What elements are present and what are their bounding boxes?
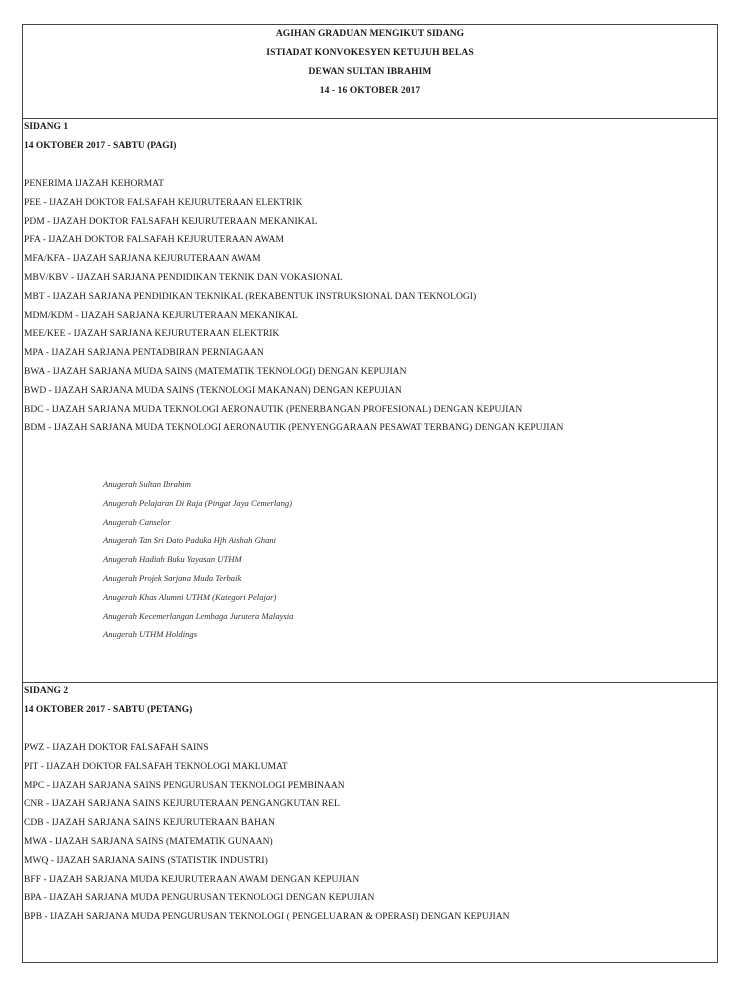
- sidang-2-title: SIDANG 2: [24, 686, 69, 696]
- award-item: Anugerah Projek Sarjana Muda Terbaik: [103, 572, 242, 583]
- program-item: PIT - IJAZAH DOKTOR FALSAFAH TEKNOLOGI MAKLUMAT: [24, 761, 288, 772]
- program-item: PDM - IJAZAH DOKTOR FALSAFAH KEJURUTERAAN MEKANIKAL: [24, 216, 318, 227]
- program-item: BWD - IJAZAH SARJANA MUDA SAINS (TEKNOLOGI MAKANAN) DENGAN KEPUJIAN: [24, 385, 402, 396]
- program-item: MBV/KBV - IJAZAH SARJANA PENDIDIKAN TEKNIK DAN VOKASIONAL: [24, 272, 343, 283]
- header-venue: DEWAN SULTAN IBRAHIM: [308, 67, 432, 77]
- sidang-2-date: 14 OKTOBER 2017 - SABTU (PETANG): [24, 705, 193, 715]
- program-item: MBT - IJAZAH SARJANA PENDIDIKAN TEKNIKAL (REKABENTUK INSTRUKSIONAL DAN TEKNOLOGI): [24, 291, 477, 302]
- document-frame: [22, 24, 718, 963]
- program-item: BDC - IJAZAH SARJANA MUDA TEKNOLOGI AERONAUTIK (PENERBANGAN PROFESIONAL) DENGAN KEPUJIAN: [24, 404, 523, 415]
- award-item: Anugerah Canselor: [103, 516, 171, 527]
- header-title: AGIHAN GRADUAN MENGIKUT SIDANG: [275, 29, 465, 39]
- award-item: Anugerah Khas Alumni UTHM (Kategori Pelajar): [103, 591, 277, 602]
- program-item: MPC - IJAZAH SARJANA SAINS PENGURUSAN TEKNOLOGI PEMBINAAN: [24, 780, 345, 791]
- program-item: BWA - IJAZAH SARJANA MUDA SAINS (MATEMATIK TEKNOLOGI) DENGAN KEPUJIAN: [24, 366, 407, 377]
- award-item: Anugerah Hadiah Buku Yayasan UTHM: [103, 554, 242, 565]
- program-item: PEE - IJAZAH DOKTOR FALSAFAH KEJURUTERAAN ELEKTRIK: [24, 197, 303, 208]
- award-item: Anugerah Tan Sri Dato Paduka Hjh Aishah Ghani: [103, 535, 277, 546]
- award-item: Anugerah Pelajaran Di Raja (Pingat Jaya Cemerlang): [103, 497, 293, 508]
- program-item: MWQ - IJAZAH SARJANA SAINS (STATISTIK INDUSTRI): [24, 855, 268, 866]
- program-item: PENERIMA IJAZAH KEHORMAT: [24, 179, 165, 189]
- program-item: BDM - IJAZAH SARJANA MUDA TEKNOLOGI AERONAUTIK (PENYENGGARAAN PESAWAT TERBANG) DENGAN KEPUJIAN: [24, 423, 564, 434]
- sidang-2-program-list: [24, 739, 510, 927]
- program-item: BPB - IJAZAH SARJANA MUDA PENGURUSAN TEKNOLOGI ( PENGELUARAN & OPERASI) DENGAN KEPUJIAN: [24, 912, 510, 923]
- sidang-1-date: 14 OKTOBER 2017 - SABTU (PAGI): [24, 141, 177, 151]
- program-item: MDM/KDM - IJAZAH SARJANA KEJURUTERAAN MEKANIKAL: [24, 310, 298, 321]
- sidang-1-title: SIDANG 1: [24, 122, 69, 132]
- program-item: PWZ - IJAZAH DOKTOR FALSAFAH SAINS: [24, 743, 209, 753]
- program-item: BFF - IJAZAH SARJANA MUDA KEJURUTERAAN AWAM DENGAN KEPUJIAN: [24, 874, 360, 885]
- program-item: BPA - IJAZAH SARJANA MUDA PENGURUSAN TEKNOLOGI DENGAN KEPUJIAN: [24, 893, 375, 904]
- sidang-2-section: [23, 683, 717, 962]
- document-header: [23, 25, 717, 119]
- program-item: CDB - IJAZAH SARJANA SAINS KEJURUTERAAN BAHAN: [24, 818, 275, 829]
- program-item: CNR - IJAZAH SARJANA SAINS KEJURUTERAAN PENGANGKUTAN REL: [24, 799, 340, 810]
- award-item: Anugerah Sultan Ibrahim: [103, 479, 191, 489]
- award-item: Anugerah Kecemerlangan Lembaga Jurutera Malaysia: [103, 610, 294, 621]
- program-item: MWA - IJAZAH SARJANA SAINS (MATEMATIK GUNAAN): [24, 836, 273, 847]
- sidang-1-section: [23, 119, 717, 683]
- sidang-1-program-list: [24, 175, 563, 438]
- program-item: MPA - IJAZAH SARJANA PENTADBIRAN PERNIAGAAN: [24, 348, 264, 359]
- program-item: MEE/KEE - IJAZAH SARJANA KEJURUTERAAN ELEKTRIK: [24, 329, 280, 340]
- header-ceremony: ISTIADAT KONVOKESYEN KETUJUH BELAS: [266, 48, 474, 58]
- program-item: PFA - IJAZAH DOKTOR FALSAFAH KEJURUTERAAN AWAM: [24, 235, 284, 246]
- award-item: Anugerah UTHM Holdings: [103, 629, 198, 640]
- program-item: MFA/KFA - IJAZAH SARJANA KEJURUTERAAN AWAM: [24, 254, 261, 265]
- sidang-1-award-list: [103, 475, 293, 644]
- header-dates: 14 - 16 OKTOBER 2017: [319, 86, 421, 96]
